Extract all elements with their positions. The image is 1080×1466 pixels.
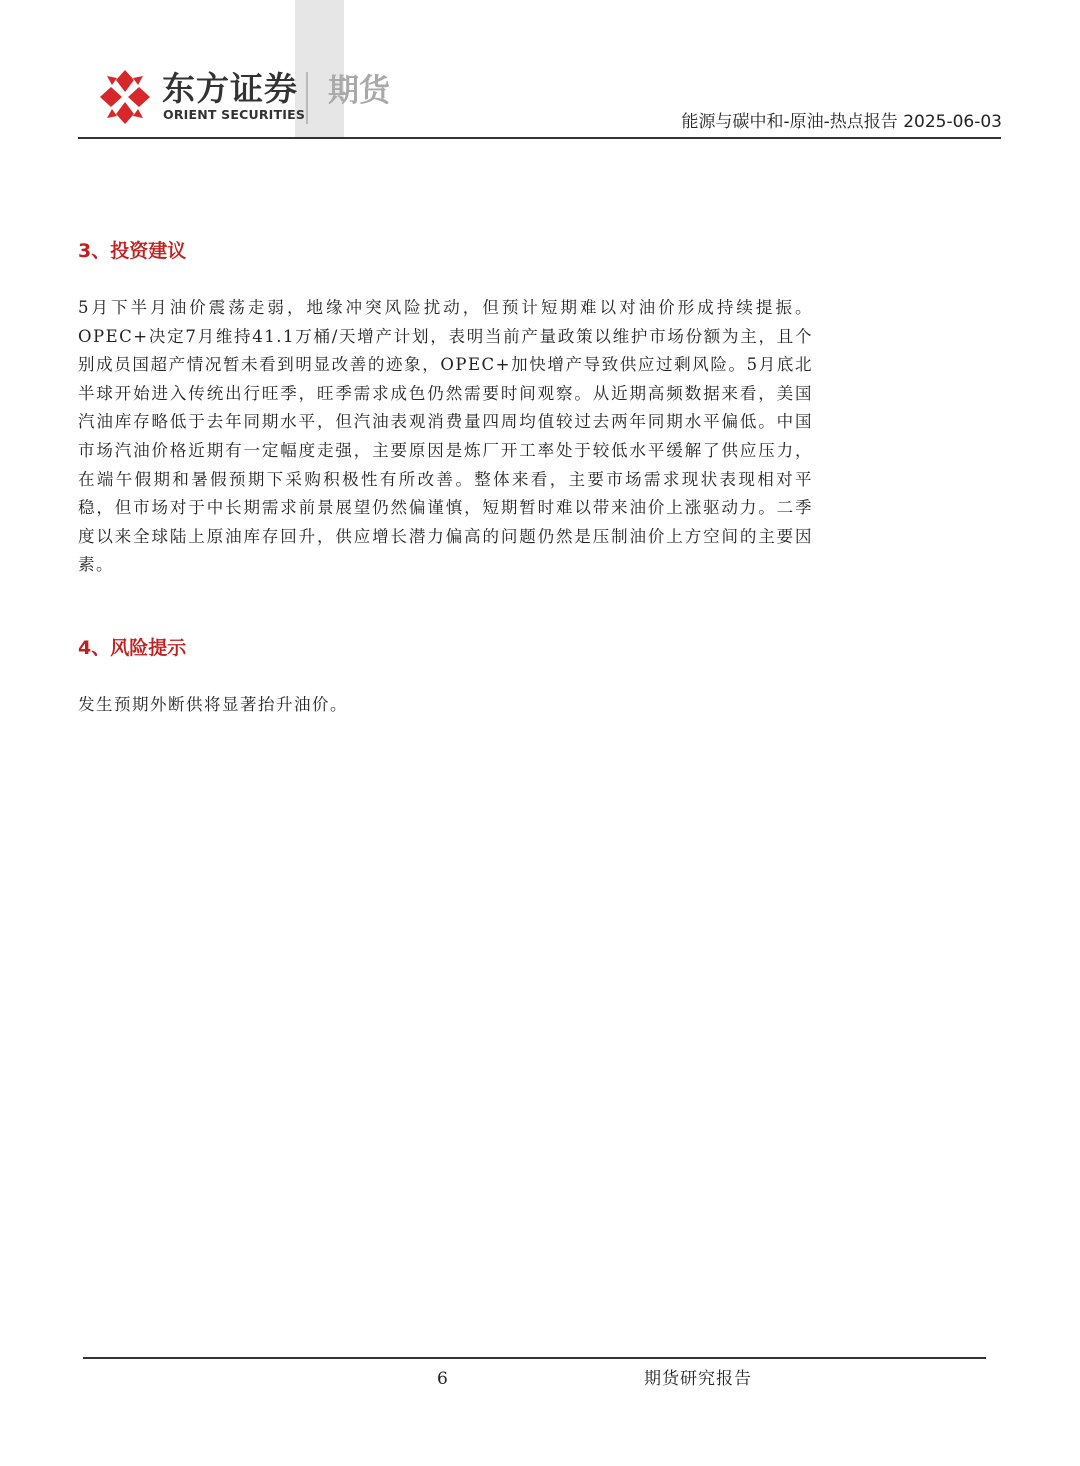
page-number: 6 [437, 1369, 448, 1389]
section-heading-investment-advice: 3、投资建议 [78, 240, 187, 262]
orient-securities-logo-icon [98, 68, 152, 126]
brand-divider [306, 72, 308, 124]
report-title: 能源与碳中和-原油-热点报告 2025-06-03 [681, 112, 1002, 132]
brand-name-cn: 东方证券 [162, 69, 298, 108]
section-body-investment-advice: 5月下半月油价震荡走弱，地缘冲突风险扰动，但预计短期难以对油价形成持续提振。OPEC+决定7月维持41.1万桶/天增产计划，表明当前产量政策以维护市场份额为主，且个别成员国超产情况暂未看到明显改善的迹象，OPEC+加快增产导致供应过剩风险。5月底北半球开始进入传统出行旺季，旺季需求成色仍然需要时间观察。从近期高频数据来看，美国汽油库存略低于去年同期水平，但汽油表观消费量四周均值较过去两年同期水平偏低。中国市场汽油价格近期有一定幅度走强，主要原因是炼厂开工率处于较低水平缓解了供应压力，在端午假期和暑假预期下采购积极性有所改善。整体来看，主要市场需求现状表现相对平稳，但市场对于中长期需求前景展望仍然偏谨慎，短期暂时难以带来油价上涨驱动力。二季度以来全球陆上原油库存回升，供应增长潜力偏高的问题仍然是压制油价上方空间的主要因素。 [78, 298, 813, 575]
footer-label: 期货研究报告 [644, 1369, 752, 1389]
footer-rule [83, 1357, 986, 1359]
brand-name-en: ORIENT SECURITIES [163, 107, 306, 122]
section-body-risk-warning: 发生预期外断供将显著抬升油价。 [78, 695, 348, 714]
section-heading-risk-warning: 4、风险提示 [78, 637, 187, 659]
header-rule [78, 137, 1001, 139]
futures-tag: 期货 [328, 73, 390, 109]
